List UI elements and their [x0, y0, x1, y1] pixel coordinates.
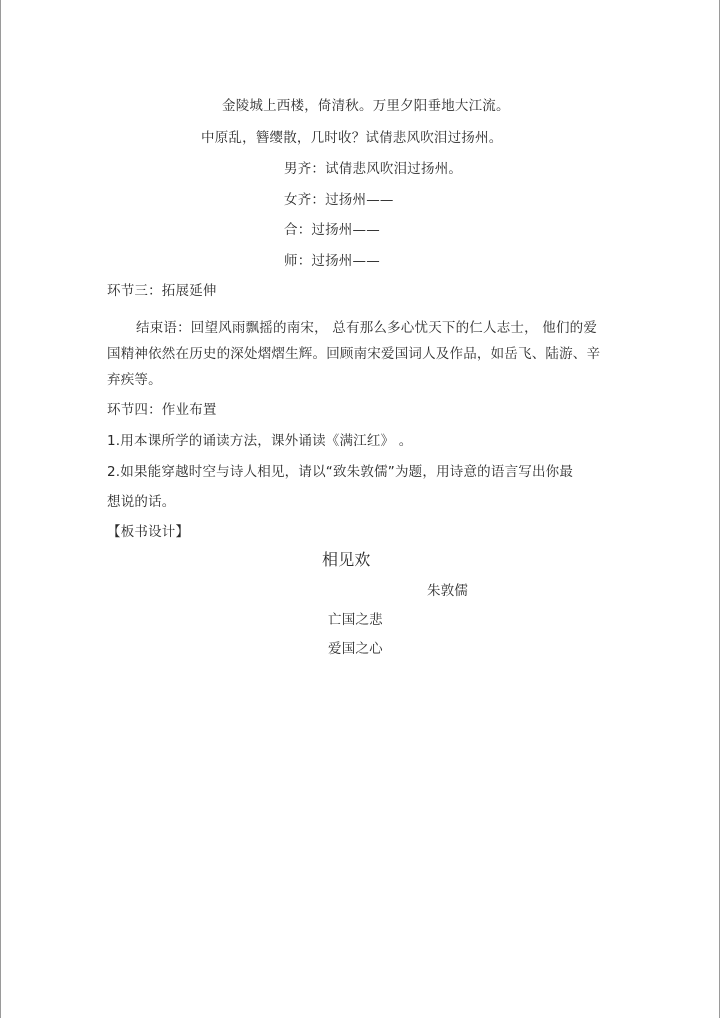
female-recitation: 女齐：过扬州——: [284, 192, 394, 208]
board-point-1: 亡国之悲: [328, 612, 383, 628]
section3-heading: 环节三：拓展延伸: [107, 283, 217, 299]
homework-item-1: 1.用本课所学的诵读方法，课外诵读《满江红》 。: [107, 433, 413, 449]
page-left-edge: [0, 0, 1, 1018]
board-point-2: 爱国之心: [328, 641, 383, 657]
homework-item-2-line-2: 想说的话。: [107, 494, 176, 510]
board-design-heading: 【板书设计】: [107, 524, 190, 540]
poem-line-1: 金陵城上西楼，倚清秋。万里夕阳垂地大江流。: [222, 98, 510, 114]
closing-paragraph-line-3: 弃疾等。: [107, 372, 162, 388]
board-poem-title: 相见欢: [322, 550, 371, 569]
closing-paragraph-line-1: 结束语：回望风雨飘摇的南宋， 总有那么多心忧天下的仁人志士， 他们的爱: [136, 320, 598, 336]
section4-heading: 环节四：作业布置: [107, 402, 217, 418]
male-recitation: 男齐：试倩悲风吹泪过扬州。: [284, 161, 463, 177]
board-poem-author: 朱敦儒: [427, 583, 469, 599]
poem-line-2: 中原乱，簪缨散，几时收？试倩悲风吹泪过扬州。: [201, 130, 503, 146]
homework-item-2-line-1: 2.如果能穿越时空与诗人相见，请以“致朱敦儒”为题，用诗意的语言写出你最: [107, 464, 574, 480]
together-recitation: 合：过扬州——: [284, 222, 380, 238]
closing-paragraph-line-2: 国精神依然在历史的深处熠熠生辉。回顾南宋爱国词人及作品，如岳飞、陆游、辛: [107, 346, 601, 362]
teacher-recitation: 师：过扬州——: [284, 253, 380, 269]
